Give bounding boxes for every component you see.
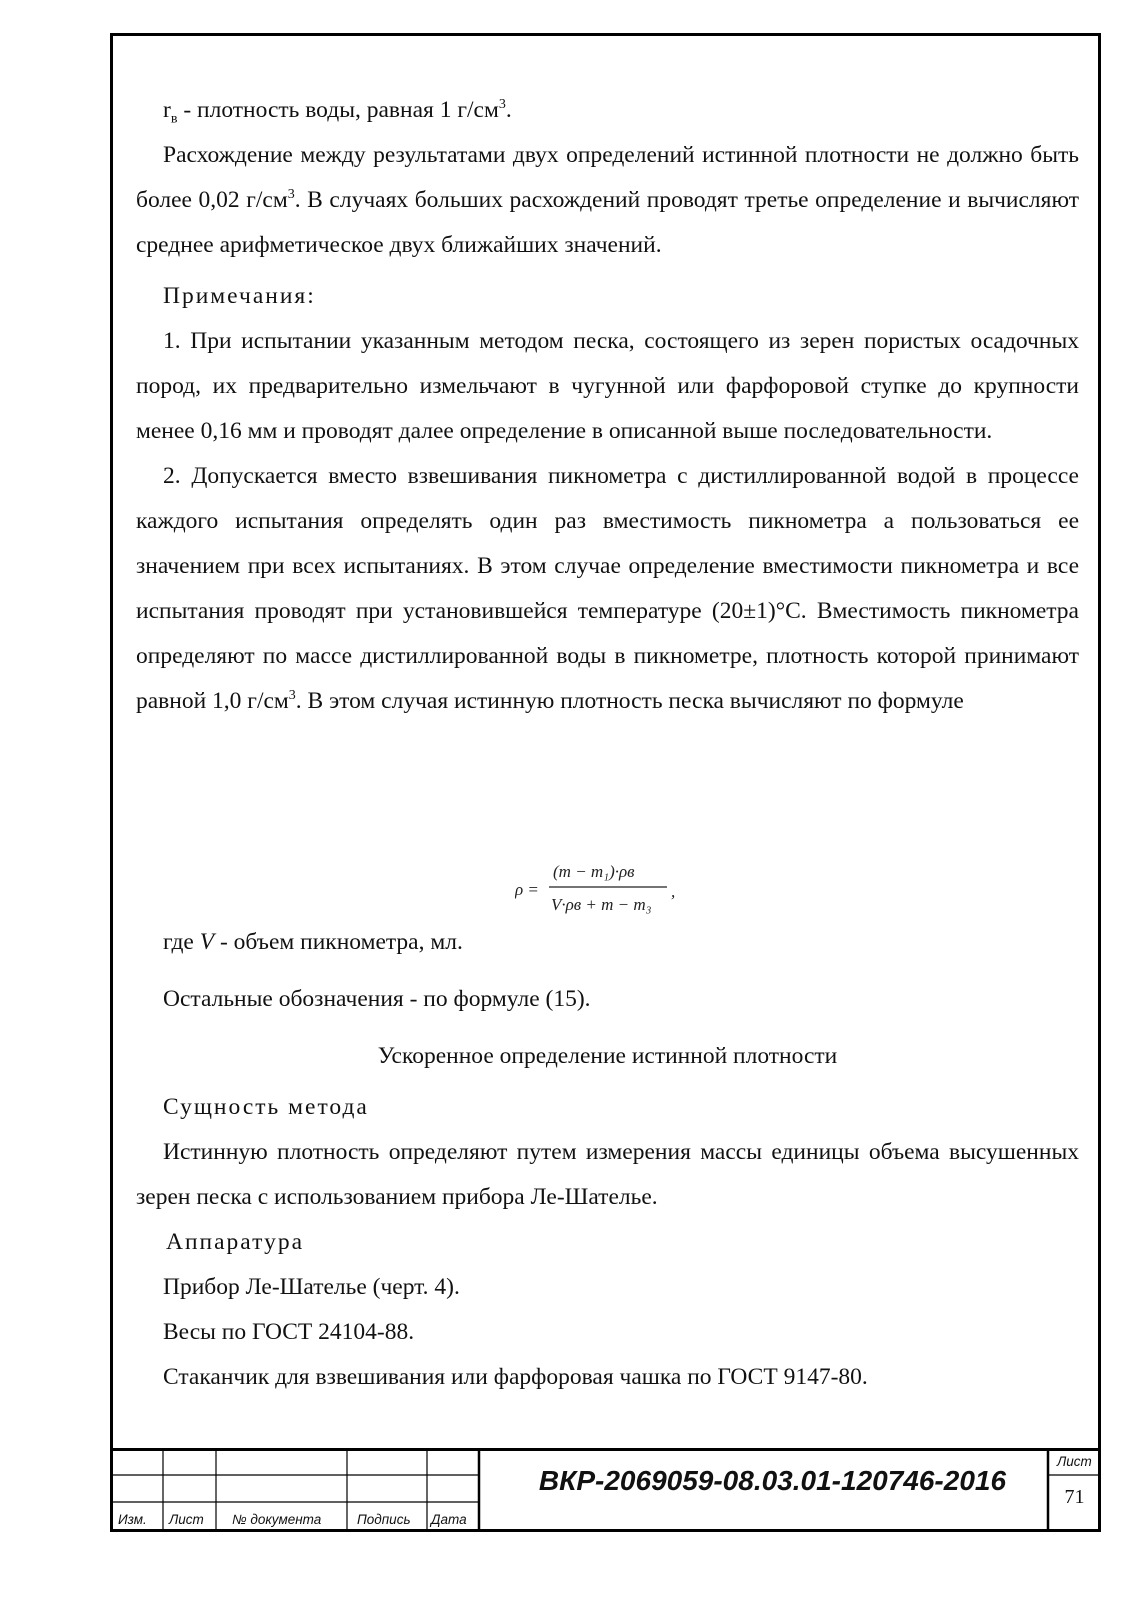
note-2: 2. Допускается вместо взвешивания пикнометра с дистиллированной водой в процессе каждого испытания определять один раз вместимость пикнометра а пользоваться ее значением при всех испытаниях. В этом случае определение вместимости пикнометра и все испытания проводят при установившейся температуре (20±1)°С. Вместимость пикнометра определяют по массе дистиллированной воды в пикнометре, плотность которой принимают равной 1,0 $г/см^3$. В этом случая истинную плотность песка вычисляют по формуле [136,463,1079,714]
apparatus-item-3: Стаканчик для взвешивания или фарфоровая чашка по ГОСТ 9147-80. [163,1364,868,1390]
col-date: Дата [431,1512,467,1527]
essence-title: Сущность метода [163,1094,369,1120]
col-izm: Изм. [118,1512,147,1527]
formula-denominator: V·ρв + m − m₃ [551,895,652,914]
apparatus-item-2: Весы по ГОСТ 24104-88. [163,1319,415,1345]
body-text-lower [136,920,1079,1400]
section-heading: Ускоренное определение истинной плотности [377,1043,838,1069]
paragraph-water-density: $r_в$ - плотность воды, равная 1 $г/см^3$. [163,97,512,127]
sheet-label: Лист [1057,1454,1092,1469]
apparatus-title: Аппаратура [166,1229,305,1255]
formula-lhs: ρ = [515,880,539,899]
essence-text: Истинную плотность определяют путем измерения массы единицы объема высушенных зерен песка с использованием прибора Ле-Шателье. [136,1139,1079,1210]
body-text [136,88,1079,724]
formula-numerator: (m − m₁)·ρв [553,862,635,881]
rest-notation: Остальные обозначения - по формуле (15). [163,986,591,1012]
where-v: где V - объем пикнометра, мл. [163,929,463,955]
paragraph-discrepancy: Расхождение между результатами двух определений истинной плотности не должно быть более 0,02 $г/см^3$. В случаях больших расхождений проводят третье определение и вычисляют среднее арифметическое двух ближайших значений. [136,142,1079,258]
title-block [110,1448,1101,1532]
density-formula [515,855,715,925]
formula-tail: , [671,882,676,901]
col-signature: Подпись [357,1512,411,1527]
col-list: Лист [169,1512,204,1527]
document-code: ВКР-2069059-08.03.01-120746-2016 [538,1465,1007,1496]
sheet-number: 71 [1064,1486,1085,1508]
col-doc-number: № документа [232,1512,322,1527]
notes-title: Примечания: [163,283,316,309]
apparatus-item-1: Прибор Ле-Шателье (черт. 4). [163,1274,460,1300]
note-1: 1. При испытании указанным методом песка, состоящего из зерен пористых осадочных пород, их предварительно измельчают в чугунной или фарфоровой ступке до крупности менее 0,16 мм и проводят далее определение в описанной выше последовательности. [136,328,1079,444]
